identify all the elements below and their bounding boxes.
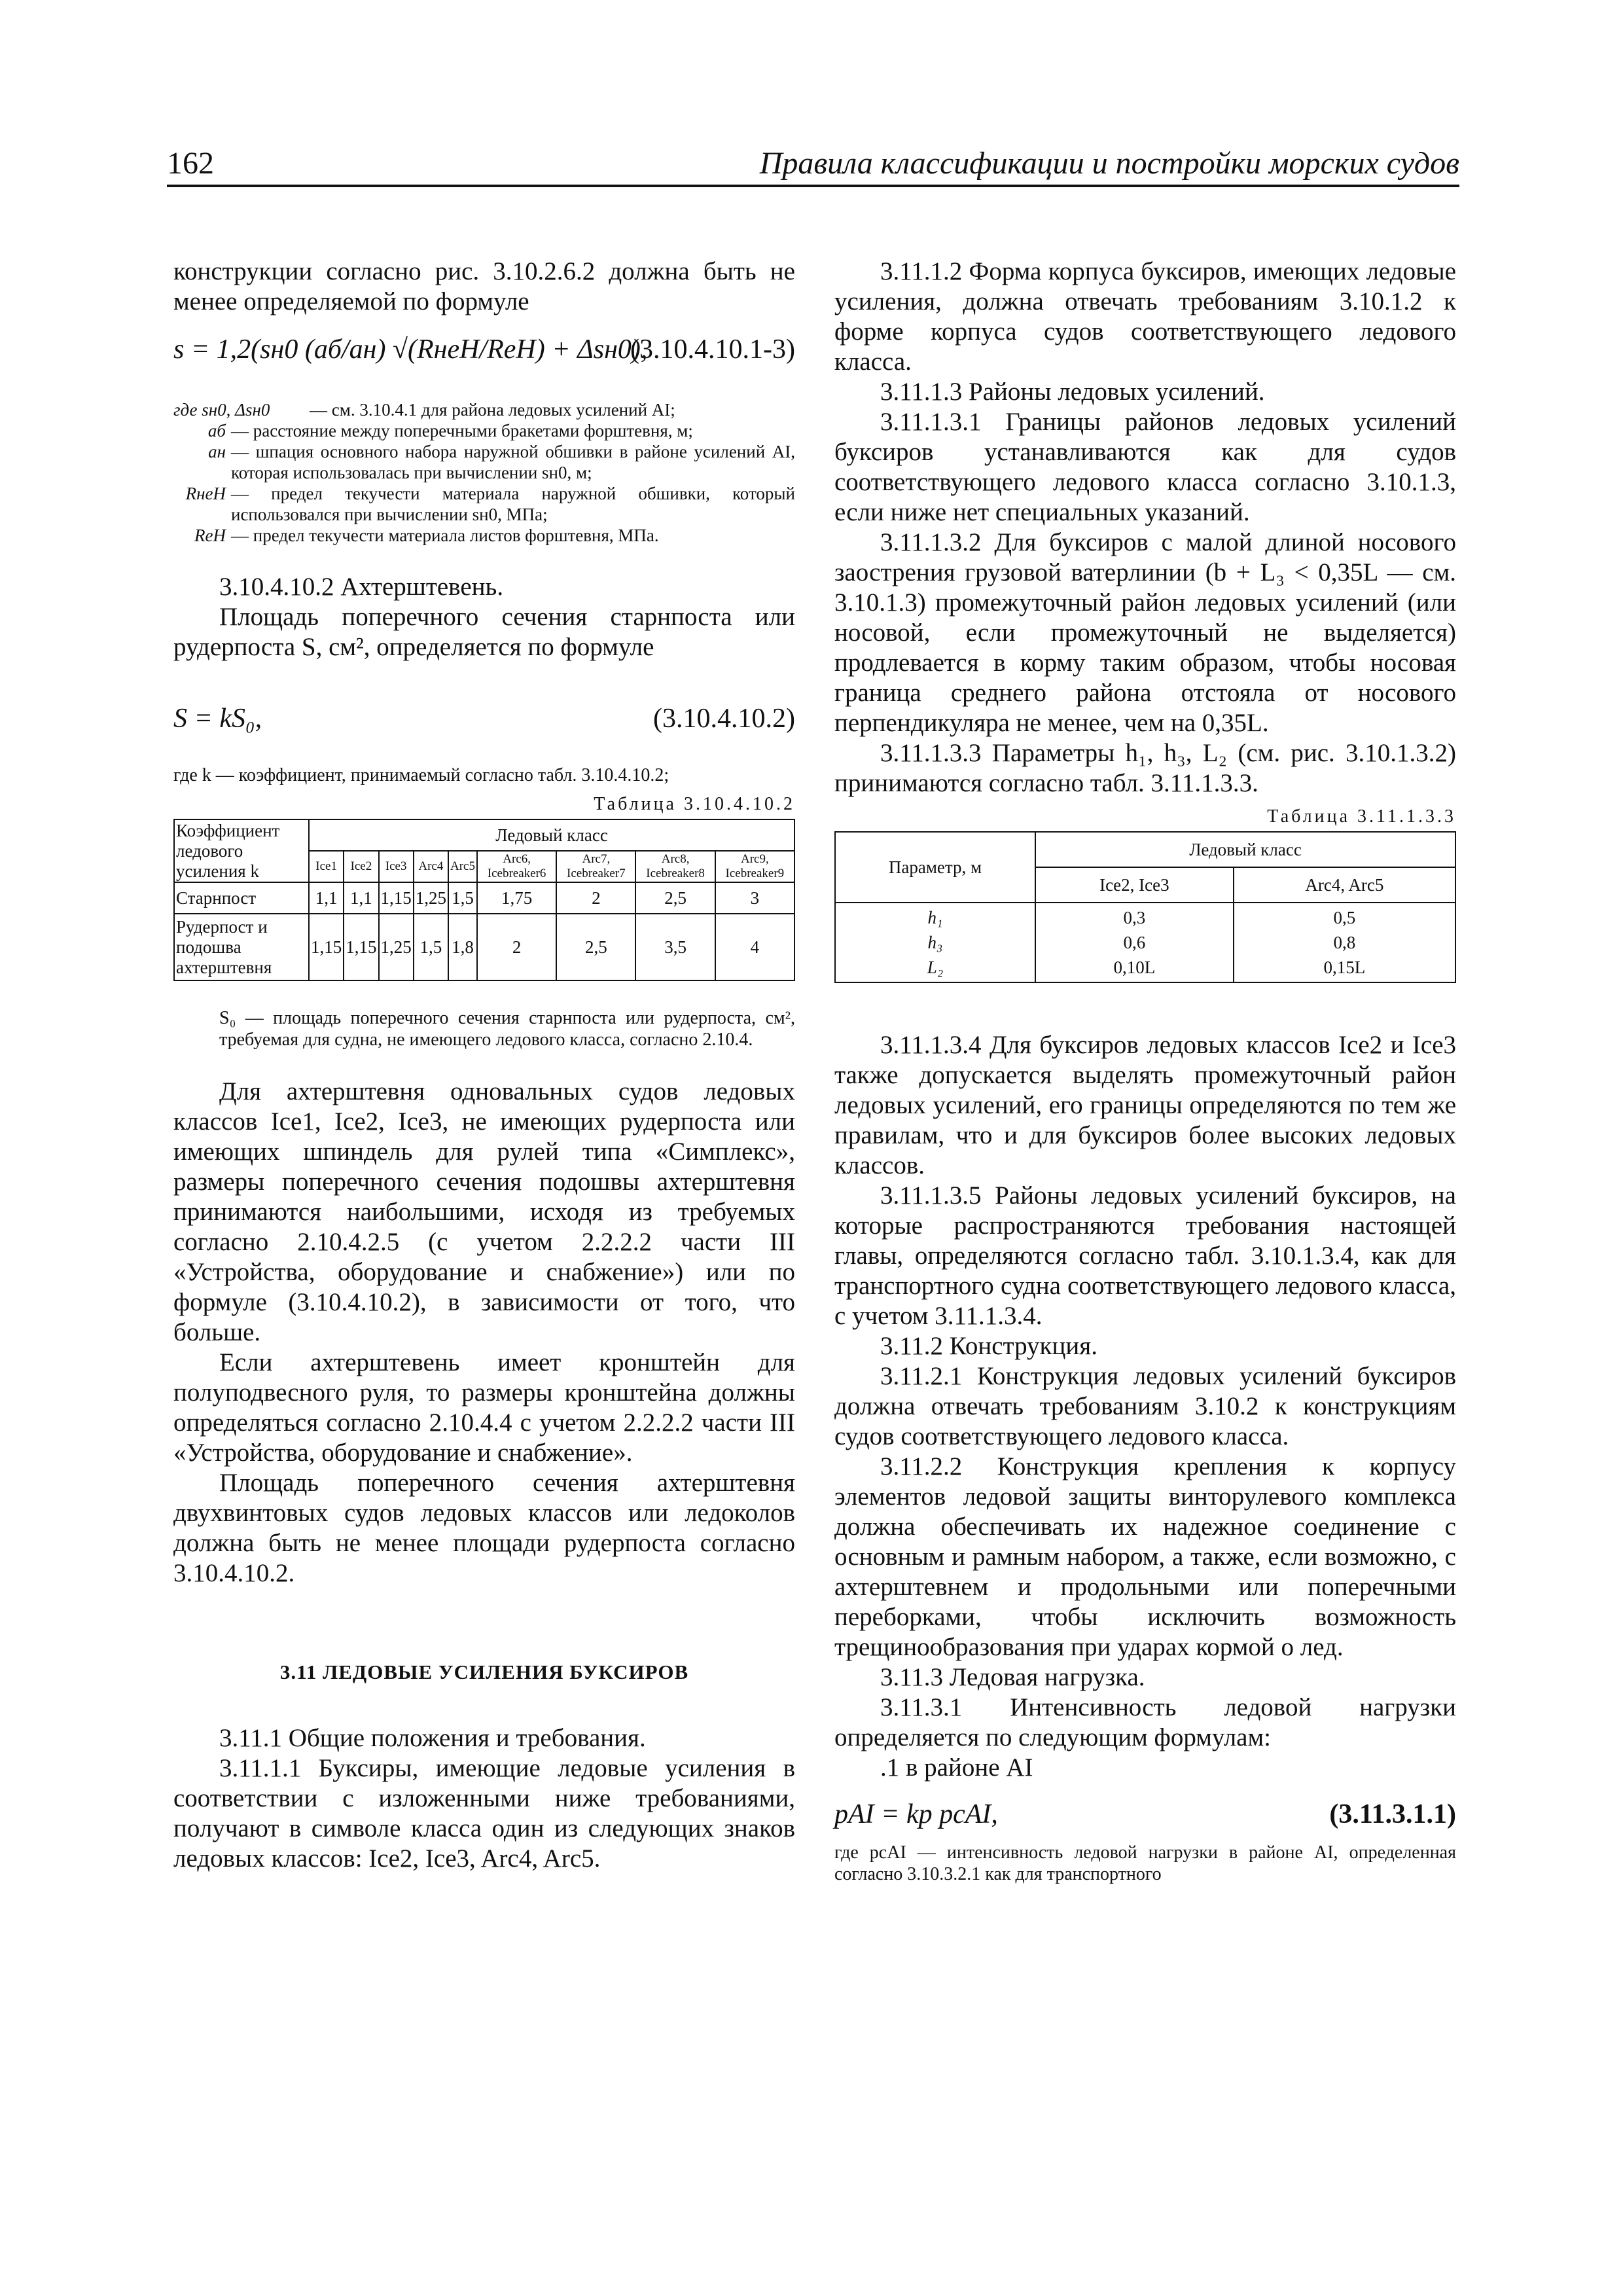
paragraph-intro: конструкции согласно рис. 3.10.2.6.2 должна быть не менее определяемой по формуле — [173, 257, 795, 315]
formula-expression: s = 1,2(sн0 (aб/aн) √(RнeH/ReH) + Δsн0), — [173, 334, 648, 365]
table-row: Рудерпост и подошва ахтерштевня 1,15 1,15 1,25 1,5 1,8 2 2,5 3,5 4 — [174, 914, 794, 980]
table-class-cell: Ice2, Ice3 — [1035, 867, 1234, 903]
paragraph-3-11-1-3-2: 3.11.1.3.2 Для буксиров с малой длиной носового заострения грузовой ватерлинии (b + L₃ < 0,35L — см. 3.10.1.3) промежуточный район ледовых усилений (или носовой, если промежуточный не выделяется) продлевается в корму таким образом, чтобы носовая граница среднего района отстояла от носового перпендикуляра не менее, чем на 0,35L. — [834, 528, 1456, 737]
paragraph-area: Площадь поперечного сечения старнпоста или рудерпоста S, см², определяется по формуле — [173, 603, 795, 661]
where-item: где sн0, Δsн0 — см. 3.10.4.1 для района ледовых усилений AI; — [173, 400, 675, 420]
heading-3-10-4-10-2: 3.10.4.10.2 Ахтерштевень. — [219, 573, 504, 601]
paragraph-sternframe-bracket: Если ахтерштевень имеет кронштейн для полуподвесного руля, то размеры кронштейна должны определяться согласно 2.10.4.4 с учетом 2.2.2.2 части III «Устройства, оборудование и снабжение». — [173, 1348, 795, 1467]
heading-3-11-1: 3.11.1 Общие положения и требования. — [219, 1724, 646, 1752]
heading-3-11-1-3: 3.11.1.3 Районы ледовых усилений. — [880, 378, 1265, 406]
table-3-10-4-10-2 — [173, 819, 795, 981]
formula-number: (3.10.4.10.2) — [653, 704, 795, 734]
paragraph-3-11-3-1: 3.11.3.1 Интенсивность ледовой нагрузки определяется по следующим формулам: — [834, 1693, 1456, 1751]
table-class-cell: Arc5 — [448, 851, 477, 882]
table-header-cell: Коэффициент ледового усиления k — [174, 819, 309, 882]
formula-3-10-4-10-1-3 — [173, 317, 795, 390]
table-row: h₁ h₃ L₂ 0,3 0,6 0,10L 0,5 0,8 0,15L — [835, 903, 1455, 982]
table-header-cell: Ледовый класс — [309, 819, 794, 851]
paragraph-sternframe-twin: Площадь поперечного сечения ахтерштевня двухвинтовых судов ледовых классов или ледоколов должна быть не менее площади рудерпоста согласно 3.10.4.10.2. — [173, 1469, 795, 1587]
header-rule — [167, 185, 1459, 187]
table-caption: Таблица 3.10.4.10.2 — [594, 794, 795, 814]
where-item: aб — расстояние между поперечными бракетами форштевня, м; — [207, 421, 693, 440]
where-item: ReH — предел текучести материала листов форштевня, МПа. — [194, 526, 659, 545]
paragraph-3-11-1-1: 3.11.1.1 Буксиры, имеющие ледовые усиления в соответствии с изложенными ниже требованиями, получают в символе класса один из следующих знаков ледовых классов: Ice2, Ice3, Arc4, Arc5. — [173, 1754, 795, 1873]
formula-3-11-3-1-1 — [834, 1783, 1456, 1842]
paragraph-sternframe-single: Для ахтерштевня одновальных судов ледовых классов Ice1, Ice2, Ice3, не имеющих рудерпоста или имеющих шпиндель для рулей типа «Симплекс», размеры поперечного сечения подошвы ахтерштевня принимаются наибольшими, исходя из требуемых согласно 2.10.4.2.5 (с учетом 2.2.2.2 части III «Устройства, оборудование и снабжение») или по формуле (3.10.4.10.2), в зависимости от того, что больше. — [173, 1077, 795, 1346]
table-class-cell: Arc4, Arc5 — [1234, 867, 1455, 903]
paragraph-3-11-2-1: 3.11.2.1 Конструкция ледовых усилений буксиров должна отвечать требованиям 3.10.2 к конструкциям судов соответствующего ледового класса. — [834, 1362, 1456, 1450]
table-class-cell: Ice3 — [379, 851, 414, 882]
where-item: aн — шпация основного набора наружной обшивки в районе усилений AI, которая использовалась при вычислении sн0, м; — [208, 442, 795, 482]
item-1: .1 в районе AI — [880, 1753, 1033, 1782]
paragraph-3-11-1-3-1: 3.11.1.3.1 Границы районов ледовых усилений буксиров устанавливаются как для судов соответствующего ледового класса согласно 3.10.1.3, если ниже нет специальных указаний. — [834, 408, 1456, 526]
table-3-11-1-3-3 — [834, 831, 1456, 983]
table-class-cell: Ice1 — [309, 851, 344, 882]
right-column — [834, 257, 1456, 1885]
paragraph-3-11-1-2: 3.11.1.2 Форма корпуса буксиров, имеющих ледовые усиления, должна отвечать требованиям 3.10.1.2 к форме корпуса судов соответствующего ледового класса. — [834, 257, 1456, 376]
table-class-cell: Arc8, Icebreaker8 — [635, 851, 715, 882]
formula-expression: pAI = kp pcAI, — [834, 1799, 998, 1829]
where-k: где k — коэффициент, принимаемый согласно табл. 3.10.4.10.2; — [173, 765, 669, 785]
paragraph-3-11-2-2: 3.11.2.2 Конструкция крепления к корпусу элементов ледовой защиты винторулевого комплекса должна обеспечивать их надежное соединение с основным и рамным набором, а также, если возможно, с ахтерштевнем и продольными или поперечными переборками, чтобы исключить возможность трещинообразования при ударах кормой о лед. — [834, 1452, 1456, 1661]
where-list-1 — [173, 399, 795, 546]
formula-3-10-4-10-2 — [173, 662, 795, 747]
paragraph-3-11-1-3-4: 3.11.1.3.4 Для буксиров ледовых классов Ice2 и Ice3 также допускается выделять промежуточный район ледовых усилений, его границы определяются по тем же правилам, что и для буксиров более высоких ледовых классов. — [834, 1031, 1456, 1179]
formula-expression: S = kS₀, — [173, 704, 262, 734]
paragraph-3-11-1-3-5: 3.11.1.3.5 Районы ледовых усилений буксиров, на которые распространяются требования настоящей главы, определяются согласно табл. 3.10.1.3.4, как для транспортного судна соответствующего ледового класса, с учетом 3.11.1.3.4. — [834, 1181, 1456, 1330]
s0-note: S₀ — площадь поперечного сечения старнпоста или рудерпоста, см², требуемая для судна, не имеющего ледового класса, согласно 2.10.4. — [219, 1008, 795, 1050]
table-row: Старнпост 1,1 1,1 1,15 1,25 1,5 1,75 2 2,5 3 — [174, 882, 794, 914]
table-class-cell: Arc9, Icebreaker9 — [715, 851, 794, 882]
table-class-cell: Ice2 — [344, 851, 378, 882]
where-pc-ai: где pcAI — интенсивность ледовой нагрузки в районе AI, определенная согласно 3.10.3.2.1 как для транспортного — [834, 1842, 1456, 1884]
table-header-cell: Параметр, м — [835, 832, 1035, 903]
table-caption: Таблица 3.11.1.3.3 — [1267, 806, 1456, 827]
page-header — [167, 145, 1459, 179]
heading-3-11-3: 3.11.3 Ледовая нагрузка. — [880, 1663, 1145, 1691]
table-header-cell: Ледовый класс — [1035, 832, 1455, 867]
page-number: 162 — [167, 146, 214, 181]
formula-number: (3.11.3.1.1) — [1329, 1799, 1456, 1829]
table-class-cell: Arc6, Icebreaker6 — [477, 851, 556, 882]
left-column — [173, 257, 795, 1874]
running-title: Правила классификации и постройки морских судов — [759, 146, 1459, 181]
paragraph-3-11-1-3-3: 3.11.1.3.3 Параметры h₁, h₃, L₂ (см. рис. 3.10.1.3.2) принимаются согласно табл. 3.11.1.3.3. — [834, 739, 1456, 797]
section-title: 3.11 ЛЕДОВЫЕ УСИЛЕНИЯ БУКСИРОВ — [279, 1660, 689, 1683]
where-item: RнeH — предел текучести материала наружной обшивки, который использовался при вычислении sн0, МПа; — [185, 484, 795, 524]
table-class-cell: Arc4 — [414, 851, 448, 882]
heading-3-11-2: 3.11.2 Конструкция. — [880, 1332, 1097, 1360]
table-class-cell: Arc7, Icebreaker7 — [556, 851, 635, 882]
formula-number: (3.10.4.10.1-3) — [630, 334, 795, 365]
